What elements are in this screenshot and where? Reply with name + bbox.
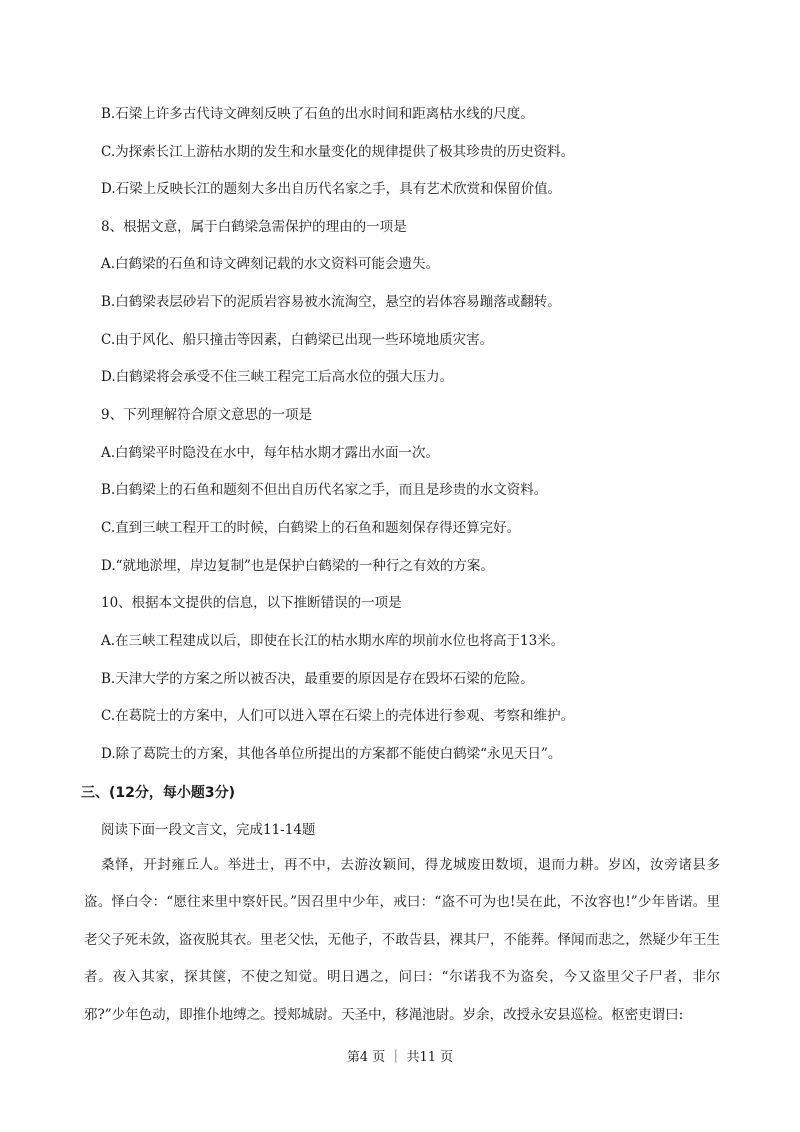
section-3-intro: 阅读下面一段文言文，完成11-14题 <box>101 822 316 838</box>
question-9: 9、下列理解符合原文意思的一项是 <box>101 407 313 423</box>
q10-option-c: C.在葛院士的方案中，人们可以进入罩在石梁上的壳体进行参观、考察和维护。 <box>101 708 575 724</box>
q7-option-b: B.石梁上许多古代诗文碑刻反映了石鱼的出水时间和距离枯水线的尺度。 <box>101 106 534 122</box>
q9-option-a: A.白鹤梁平时隐没在水中，每年枯水期才露出水面一次。 <box>101 445 440 461</box>
q9-option-c: C.直到三峡工程开工的时候，白鹤梁上的石鱼和题刻保存得还算完好。 <box>101 520 521 536</box>
q9-option-d: D.“就地淤埋，岸边复制”也是保护白鹤梁的一种行之有效的方案。 <box>101 558 494 574</box>
q10-option-b: B.天津大学的方案之所以被否决，最重要的原因是存在毁坏石梁的危险。 <box>101 671 534 687</box>
q8-option-b: B.白鹤梁表层砂岩下的泥质岩容易被水流淘空，悬空的岩体容易蹦落或翻转。 <box>101 294 561 310</box>
q10-option-d: D.除了葛院士的方案，其他各单位所提出的方案都不能使白鹤梁“永见天日”。 <box>101 746 562 762</box>
q8-option-c: C.由于风化、船只撞击等因素，白鹤梁已出现一些环境地质灾害。 <box>101 332 494 348</box>
question-10: 10、根据本文提供的信息，以下推断错误的一项是 <box>101 595 402 611</box>
section-3-heading: 三、(12分，每小题3分) <box>81 785 236 801</box>
question-8: 8、根据文意，属于白鹤梁急需保护的理由的一项是 <box>101 219 407 235</box>
q8-option-a: A.白鹤梁的石鱼和诗文碑刻记载的水文资料可能会遗失。 <box>101 256 440 272</box>
q7-option-d: D.石梁上反映长江的题刻大多出自历代名家之手，具有艺术欣赏和保留价值。 <box>101 181 562 197</box>
q7-option-c: C.为探索长江上游枯水期的发生和水量变化的规律提供了极其珍贵的历史资料。 <box>101 144 575 160</box>
q9-option-b: B.白鹤梁上的石鱼和题刻不但出自历代名家之手，而且是珍贵的水文资料。 <box>101 482 548 498</box>
classical-passage: 桑怿，开封雍丘人。举进士，再不中，去游汝颖间，得龙城废田数顷，退而力耕。岁凶，汝旁诸县多盗。怿白令：“愿往来里中察奸民。”因召里中少年，戒曰：“盗不可为也!吴在此，不汝容也!”少年皆诺。里老父子死未敛，盗夜脱其衣。里老父怯，无他子，不敢告县，裸其尸，不能葬。怿闻而悲之，然疑少年王生者。夜入其家，探其箧，不使之知觉。明日遇之，问曰：“尔诺我不为盗矣，今又盗里父子尸者，非尔邪?”少年色动，即推仆地缚之。授郏城尉。天圣中，移渑池尉。岁余，改授永安县巡检。枢密吏谓曰: <box>84 857 720 1023</box>
q8-option-d: D.白鹤梁将会承受不住三峡工程完工后高水位的强大压力。 <box>101 369 454 385</box>
page-footer: 第4 页 ｜ 共11 页 <box>346 1050 454 1065</box>
q10-option-a: A.在三峡工程建成以后，即使在长江的枯水期水库的坝前水位也将高于13米。 <box>101 633 565 649</box>
